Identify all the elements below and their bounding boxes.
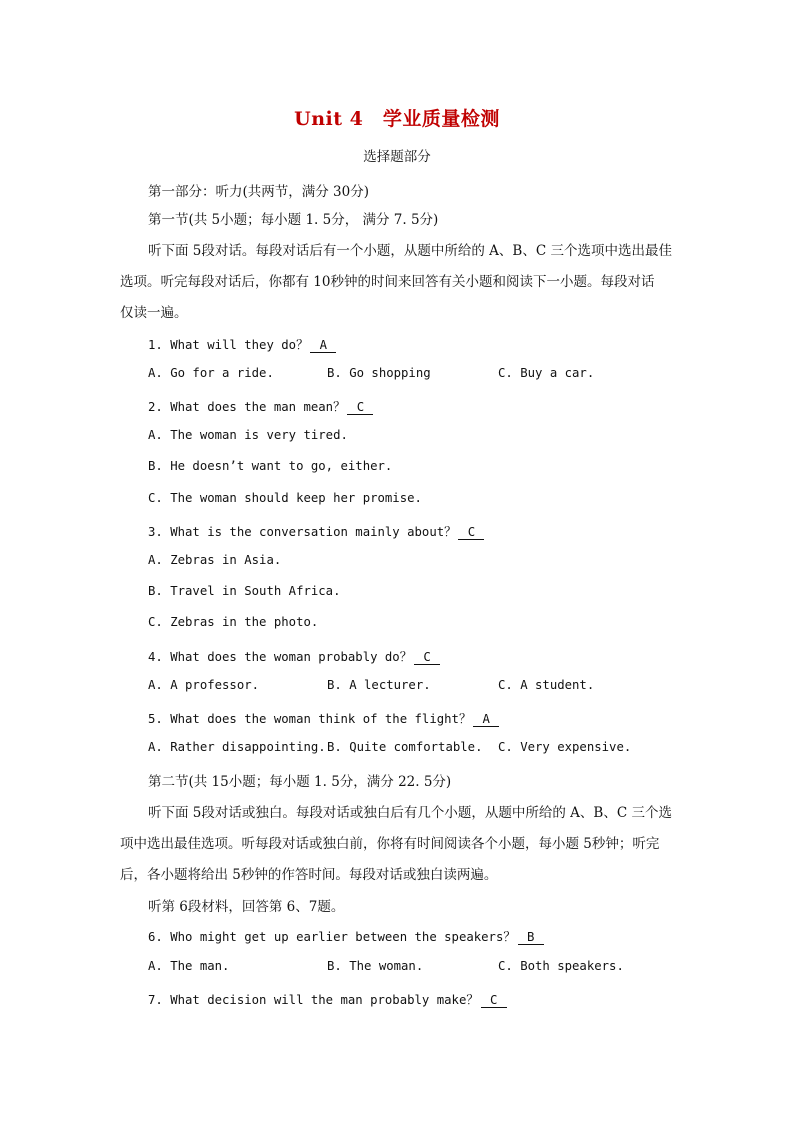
answer-blank: C: [347, 400, 373, 415]
section2-heading: 第二节(共 15小题；每小题 1. 5分，满分 22. 5分): [148, 774, 452, 790]
option-a: A. Go for a ride.: [148, 366, 274, 380]
answer-blank: C: [414, 650, 440, 665]
page-subtitle: 选择题部分: [363, 149, 431, 165]
option-c: C. The woman should keep her promise.: [148, 491, 422, 505]
option-a: A. The man.: [148, 959, 230, 973]
option-a: A. A professor.: [148, 678, 260, 692]
option-b: B. Quite comfortable.: [327, 740, 483, 754]
option-b: B. A lecturer.: [327, 678, 431, 692]
option-a: A. Rather disappointing.: [148, 740, 326, 754]
question-stem: 5. What does the woman think of the flight？ A: [148, 709, 499, 727]
option-c: C. Buy a car.: [498, 366, 595, 380]
option-c: C. Zebras in the photo.: [148, 615, 319, 629]
instruction-line: 听下面 5段对话或独白。每段对话或独白后有几个小题，从题中所给的 A、B、C 三个选: [148, 805, 672, 821]
option-b: B. The woman.: [327, 959, 424, 973]
answer-blank: A: [473, 712, 499, 727]
option-a: A. The woman is very tired.: [148, 428, 348, 442]
page-title: Unit 4 学业质量检测: [294, 108, 500, 130]
option-b: B. He doesn’t want to go, either.: [148, 459, 393, 473]
part1-heading: 第一部分：听力(共两节，满分 30分): [148, 184, 370, 200]
option-b: B. Travel in South Africa.: [148, 584, 341, 598]
section1-heading: 第一节(共 5小题；每小题 1. 5分， 满分 7. 5分): [148, 212, 439, 228]
answer-blank: C: [458, 525, 484, 540]
instruction-line: 选项。听完每段对话后，你都有 10秒钟的时间来回答有关小题和阅读下一小题。每段对话: [120, 274, 655, 290]
instruction-line: 后，各小题将给出 5秒钟的作答时间。每段对话或独白读两遍。: [120, 867, 498, 883]
answer-blank: A: [310, 338, 336, 353]
instruction-line: 项中选出最佳选项。听每段对话或独白前，你将有时间阅读各个小题，每小题 5秒钟；听完: [120, 836, 660, 852]
instruction-line: 听下面 5段对话。每段对话后有一个小题，从题中所给的 A、B、C 三个选项中选出最佳: [148, 243, 672, 259]
answer-blank: B: [518, 930, 544, 945]
answer-blank: C: [481, 993, 507, 1008]
option-c: C. Very expensive.: [498, 740, 632, 754]
question-stem: 1. What will they do？ A: [148, 335, 336, 353]
option-a: A. Zebras in Asia.: [148, 553, 282, 567]
option-c: C. A student.: [498, 678, 595, 692]
question-stem: 4. What does the woman probably do？ C: [148, 647, 440, 665]
question-stem: 3. What is the conversation mainly about？ C: [148, 522, 484, 540]
question-stem: 6. Who might get up earlier between the speakers？ B: [148, 927, 544, 945]
option-b: B. Go shopping: [327, 366, 431, 380]
question-stem: 2. What does the man mean？ C: [148, 397, 373, 415]
material-note: 听第 6段材料，回答第 6、7题。: [148, 899, 345, 915]
option-c: C. Both speakers.: [498, 959, 624, 973]
instruction-line: 仅读一遍。: [120, 305, 188, 321]
question-stem: 7. What decision will the man probably make？ C: [148, 990, 507, 1008]
